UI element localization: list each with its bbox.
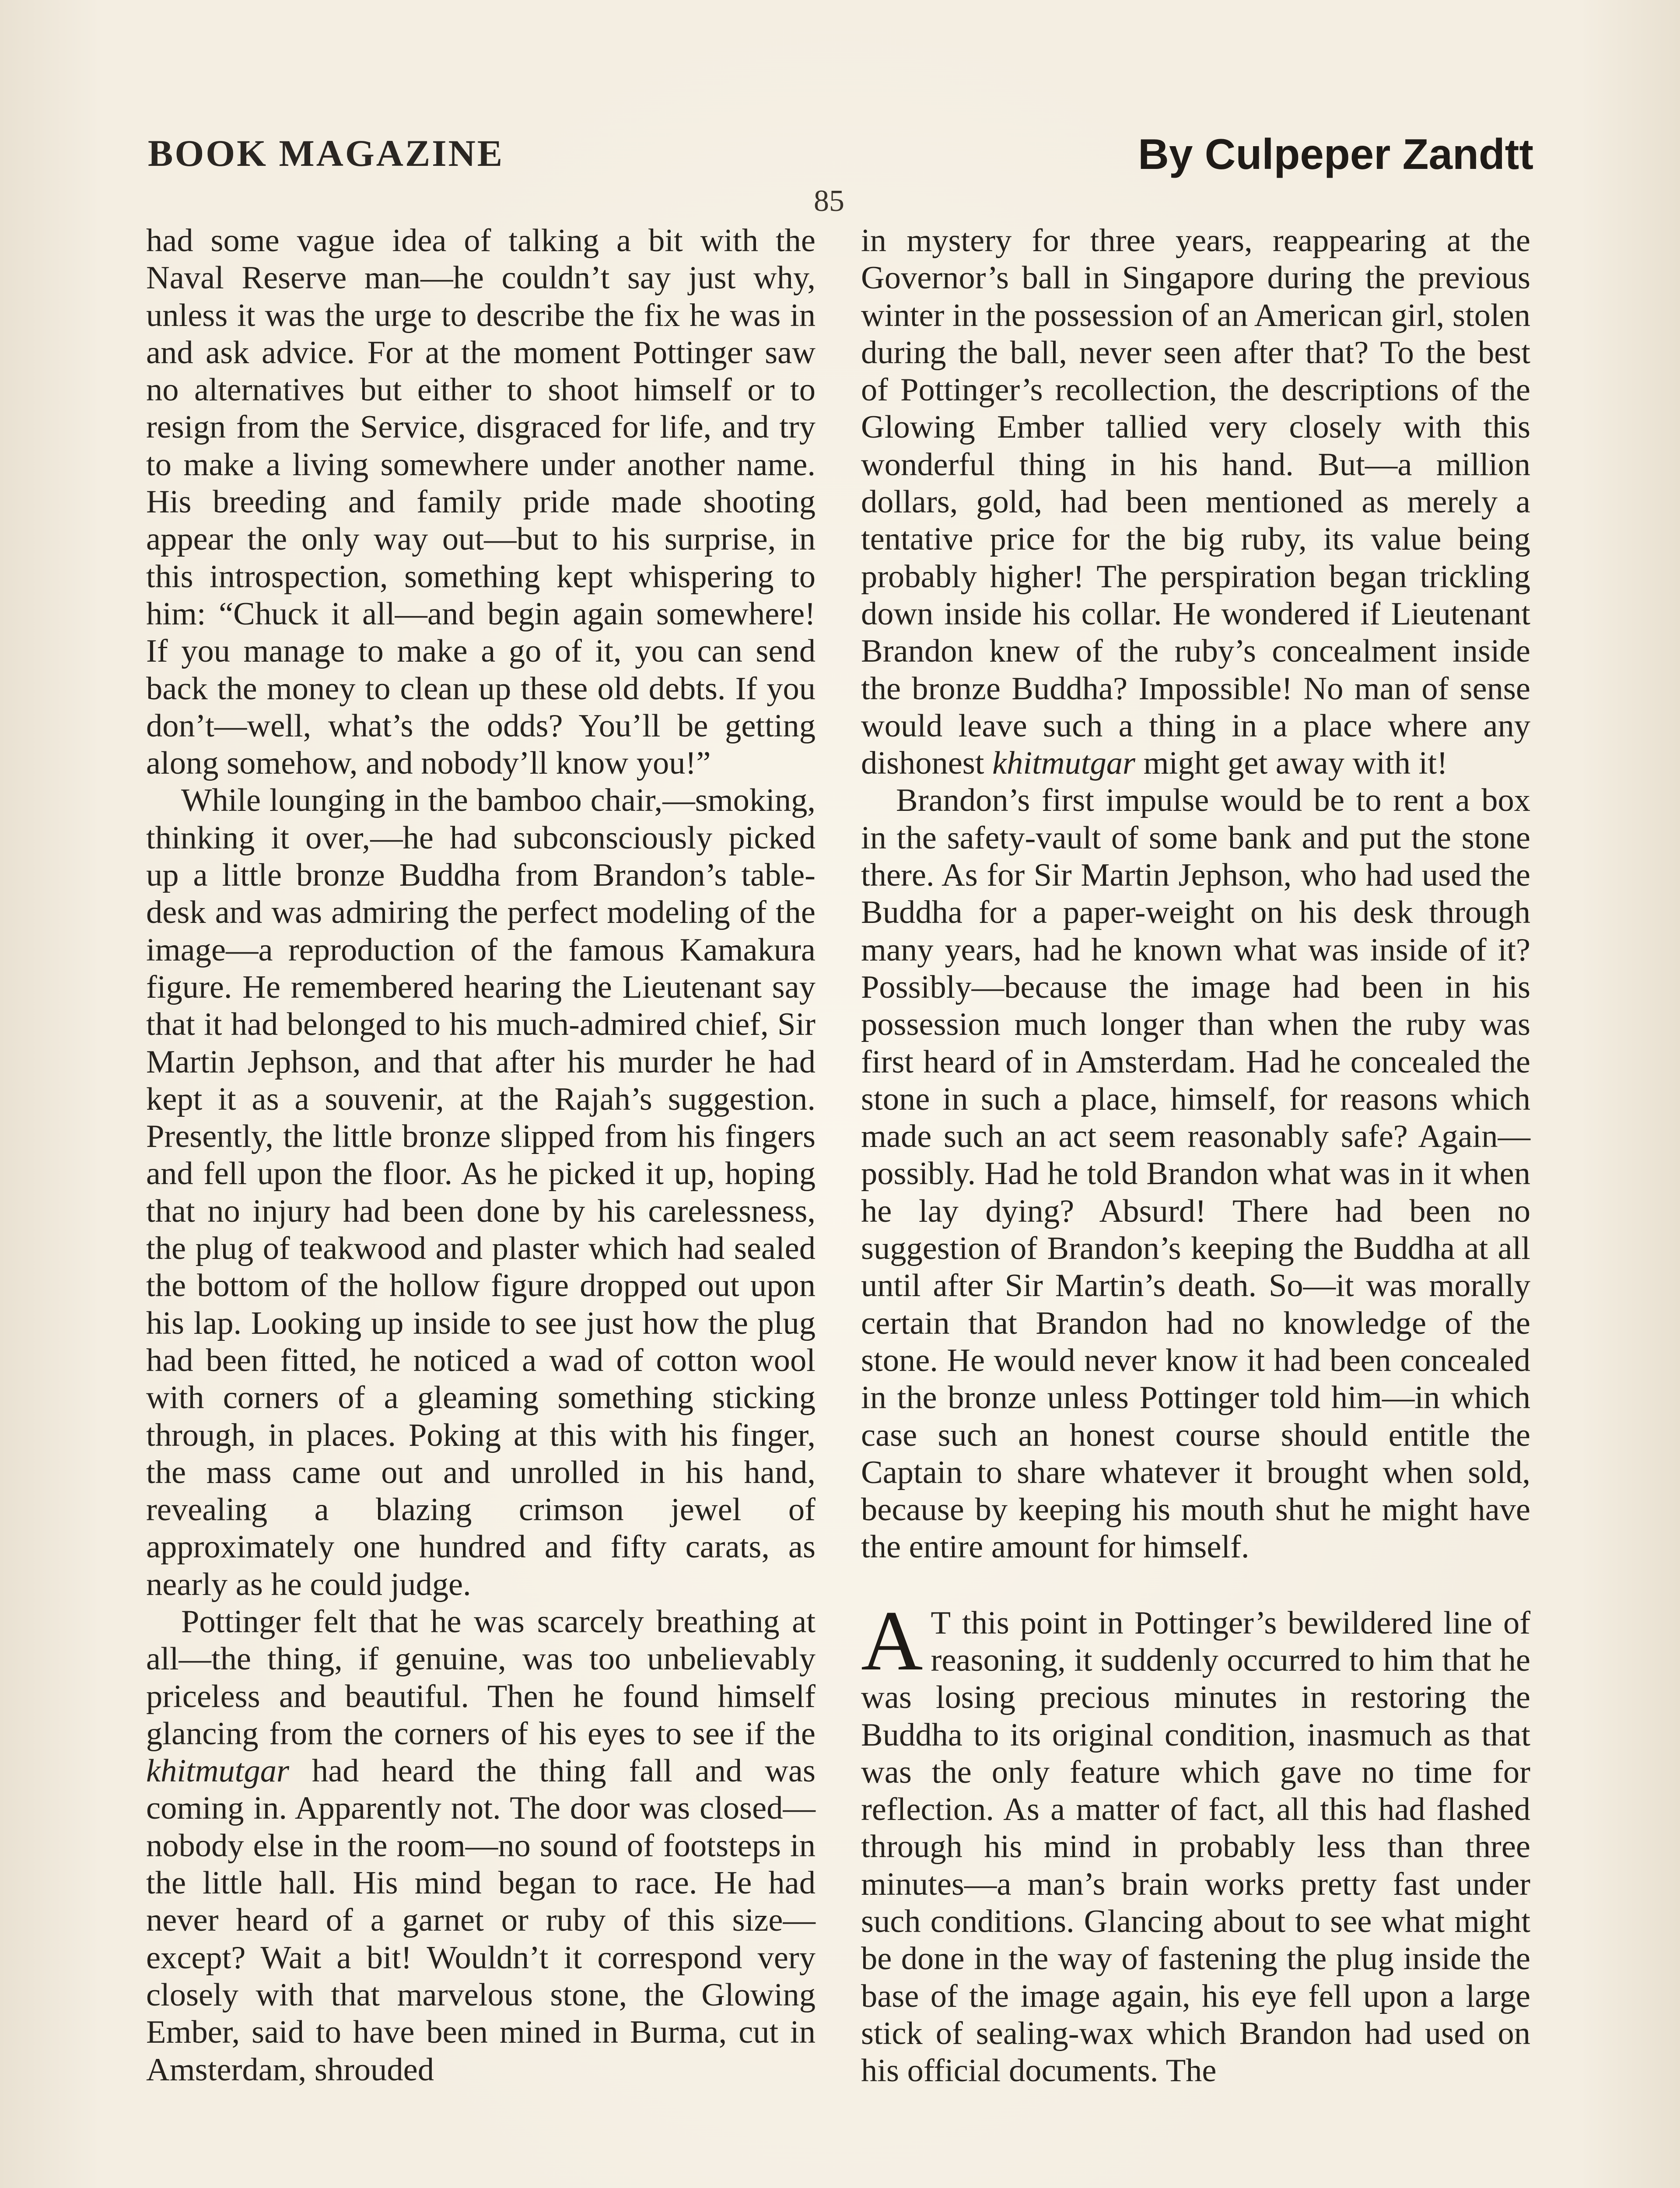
paragraph (146, 1603, 816, 2089)
magazine-title: BOOK MAGAZINE (148, 132, 504, 174)
paragraph-text: had heard the thing fall and was coming in. Apparently not. The door was closed—nobody else in the room—no sound of footsteps in the little hall. His mind began to race. He had never heard of a garnet or ruby of this size—except? Wait a bit! Wouldn’t it correspond very closely with that marvelous stone, the Glowing Ember, said to have been mined in Burma, cut in Amsterdam, shrouded (146, 1753, 816, 2088)
page-number: 85 (814, 184, 844, 218)
italic-term: khitmutgar (992, 745, 1136, 782)
left-text-column (146, 222, 816, 2089)
paragraph-text: might get away with it! (1135, 745, 1448, 782)
paragraph: Brandon’s first impulse would be to rent a box in the safety-vault of some bank and put the stone there. As for Sir Martin Jephson, who had used the Buddha for a paper-weight on his desk through many years, had he known what was inside of it? Possibly—because the image had been in his possession much longer than when the ruby was first heard of in Amsterdam. Had he concealed the stone in such a place, himself, for reasons which made such an act seem reasonably safe? Again—possibly. Had he told Brandon what was in it when he lay dying? Absurd! There had been no suggestion of Brandon’s keeping the Buddha at all until after Sir Martin’s death. So—it was morally certain that Brandon had no knowledge of the stone. He would never know it had been concealed in the bronze unless Pottinger told him—in which case such an honest course should entitle the Captain to share whatever it brought when sold, because by keeping his mouth shut he might have the entire amount for himself. (861, 782, 1530, 1565)
drop-cap: A (861, 1593, 923, 1688)
small-caps-start: T (931, 1605, 952, 1641)
author-byline: By Culpeper Zandtt (1138, 130, 1533, 178)
paragraph-text: in mystery for three years, reappearing at the Governor’s ball in Singapore during the previous winter in the possession of an American girl, stolen during the ball, never seen after that? To the best of Pottinger’s recollection, the descriptions of the Glowing Ember tallied very closely with this wonderful thing in his hand. But—a million dollars, gold, had been mentioned as merely a tentative price for the big ruby, its value being probably higher! The perspiration began trickling down inside his collar. He wondered if Lieutenant Brandon knew of the ruby’s concealment inside the bronze Buddha? Impossible! No man of sense would leave such a thing in a place where any dishonest (861, 223, 1530, 782)
italic-term: khitmutgar (146, 1753, 289, 1789)
paragraph: While lounging in the bamboo chair,—smoking, thinking it over,—he had subconsciously picked up a little bronze Buddha from Brandon’s table-desk and was admiring the perfect modeling of the image—a reproduction of the famous Kamakura figure. He remembered hearing the Lieutenant say that it had belonged to his much-admired chief, Sir Martin Jephson, and that after his murder he had kept it as a souvenir, at the Rajah’s suggestion. Presently, the little bronze slipped from his fingers and fell upon the floor. As he picked it up, hoping that no injury had been done by his carelessness, the plug of teakwood and plaster which had sealed the bottom of the hollow figure dropped out upon his lap. Looking up inside to see just how the plug had been fitted, he noticed a wad of cotton wool with corners of a gleaming something sticking through, in places. Poking at this with his finger, the mass came out and unrolled in his hand, revealing a blazing crimson jewel of approximately one hundred and fifty carats, as nearly as he could judge. (146, 782, 816, 1602)
right-text-column (861, 222, 1530, 2090)
paragraph-text: this point in Pottinger’s bewildered line of reasoning, it suddenly occurred to him that he was losing precious minutes in restoring the Buddha to its original condition, inasmuch as that was the only feature which gave no time for reflection. As a matter of fact, all this had flashed through his mind in probably less than three minutes—a man’s brain works pretty fast under such conditions. Glancing about to see what might be done in the way of fastening the plug inside the base of the image again, his eye fell upon a large stick of sealing-wax which Brandon had used on his official documents. The (861, 1605, 1530, 2089)
paragraph: had some vague idea of talking a bit with the Naval Reserve man—he couldn’t say just why, unless it was the urge to describe the fix he was in and ask advice. For at the moment Pottinger saw no alternatives but either to shoot himself or to resign from the Service, disgraced for life, and try to make a living somewhere under another name. His breeding and family pride made shooting appear the only way out—but to his surprise, in this introspection, something kept whispering to him: “Chuck it all—and begin again somewhere! If you manage to make a go of it, you can send back the money to clean up these old debts. If you don’t—well, what’s the odds? You’ll be getting along somehow, and nobody’ll know you!” (146, 223, 816, 782)
paragraph (861, 1593, 1530, 2090)
paragraph-text: Pottinger felt that he was scarcely breathing at all—the thing, if genuine, was too unbelievably priceless and beautiful. Then he found himself glancing from the corners of his eyes to see if the (146, 1603, 816, 1752)
section-break (861, 1566, 1530, 1605)
paragraph (861, 222, 1530, 782)
